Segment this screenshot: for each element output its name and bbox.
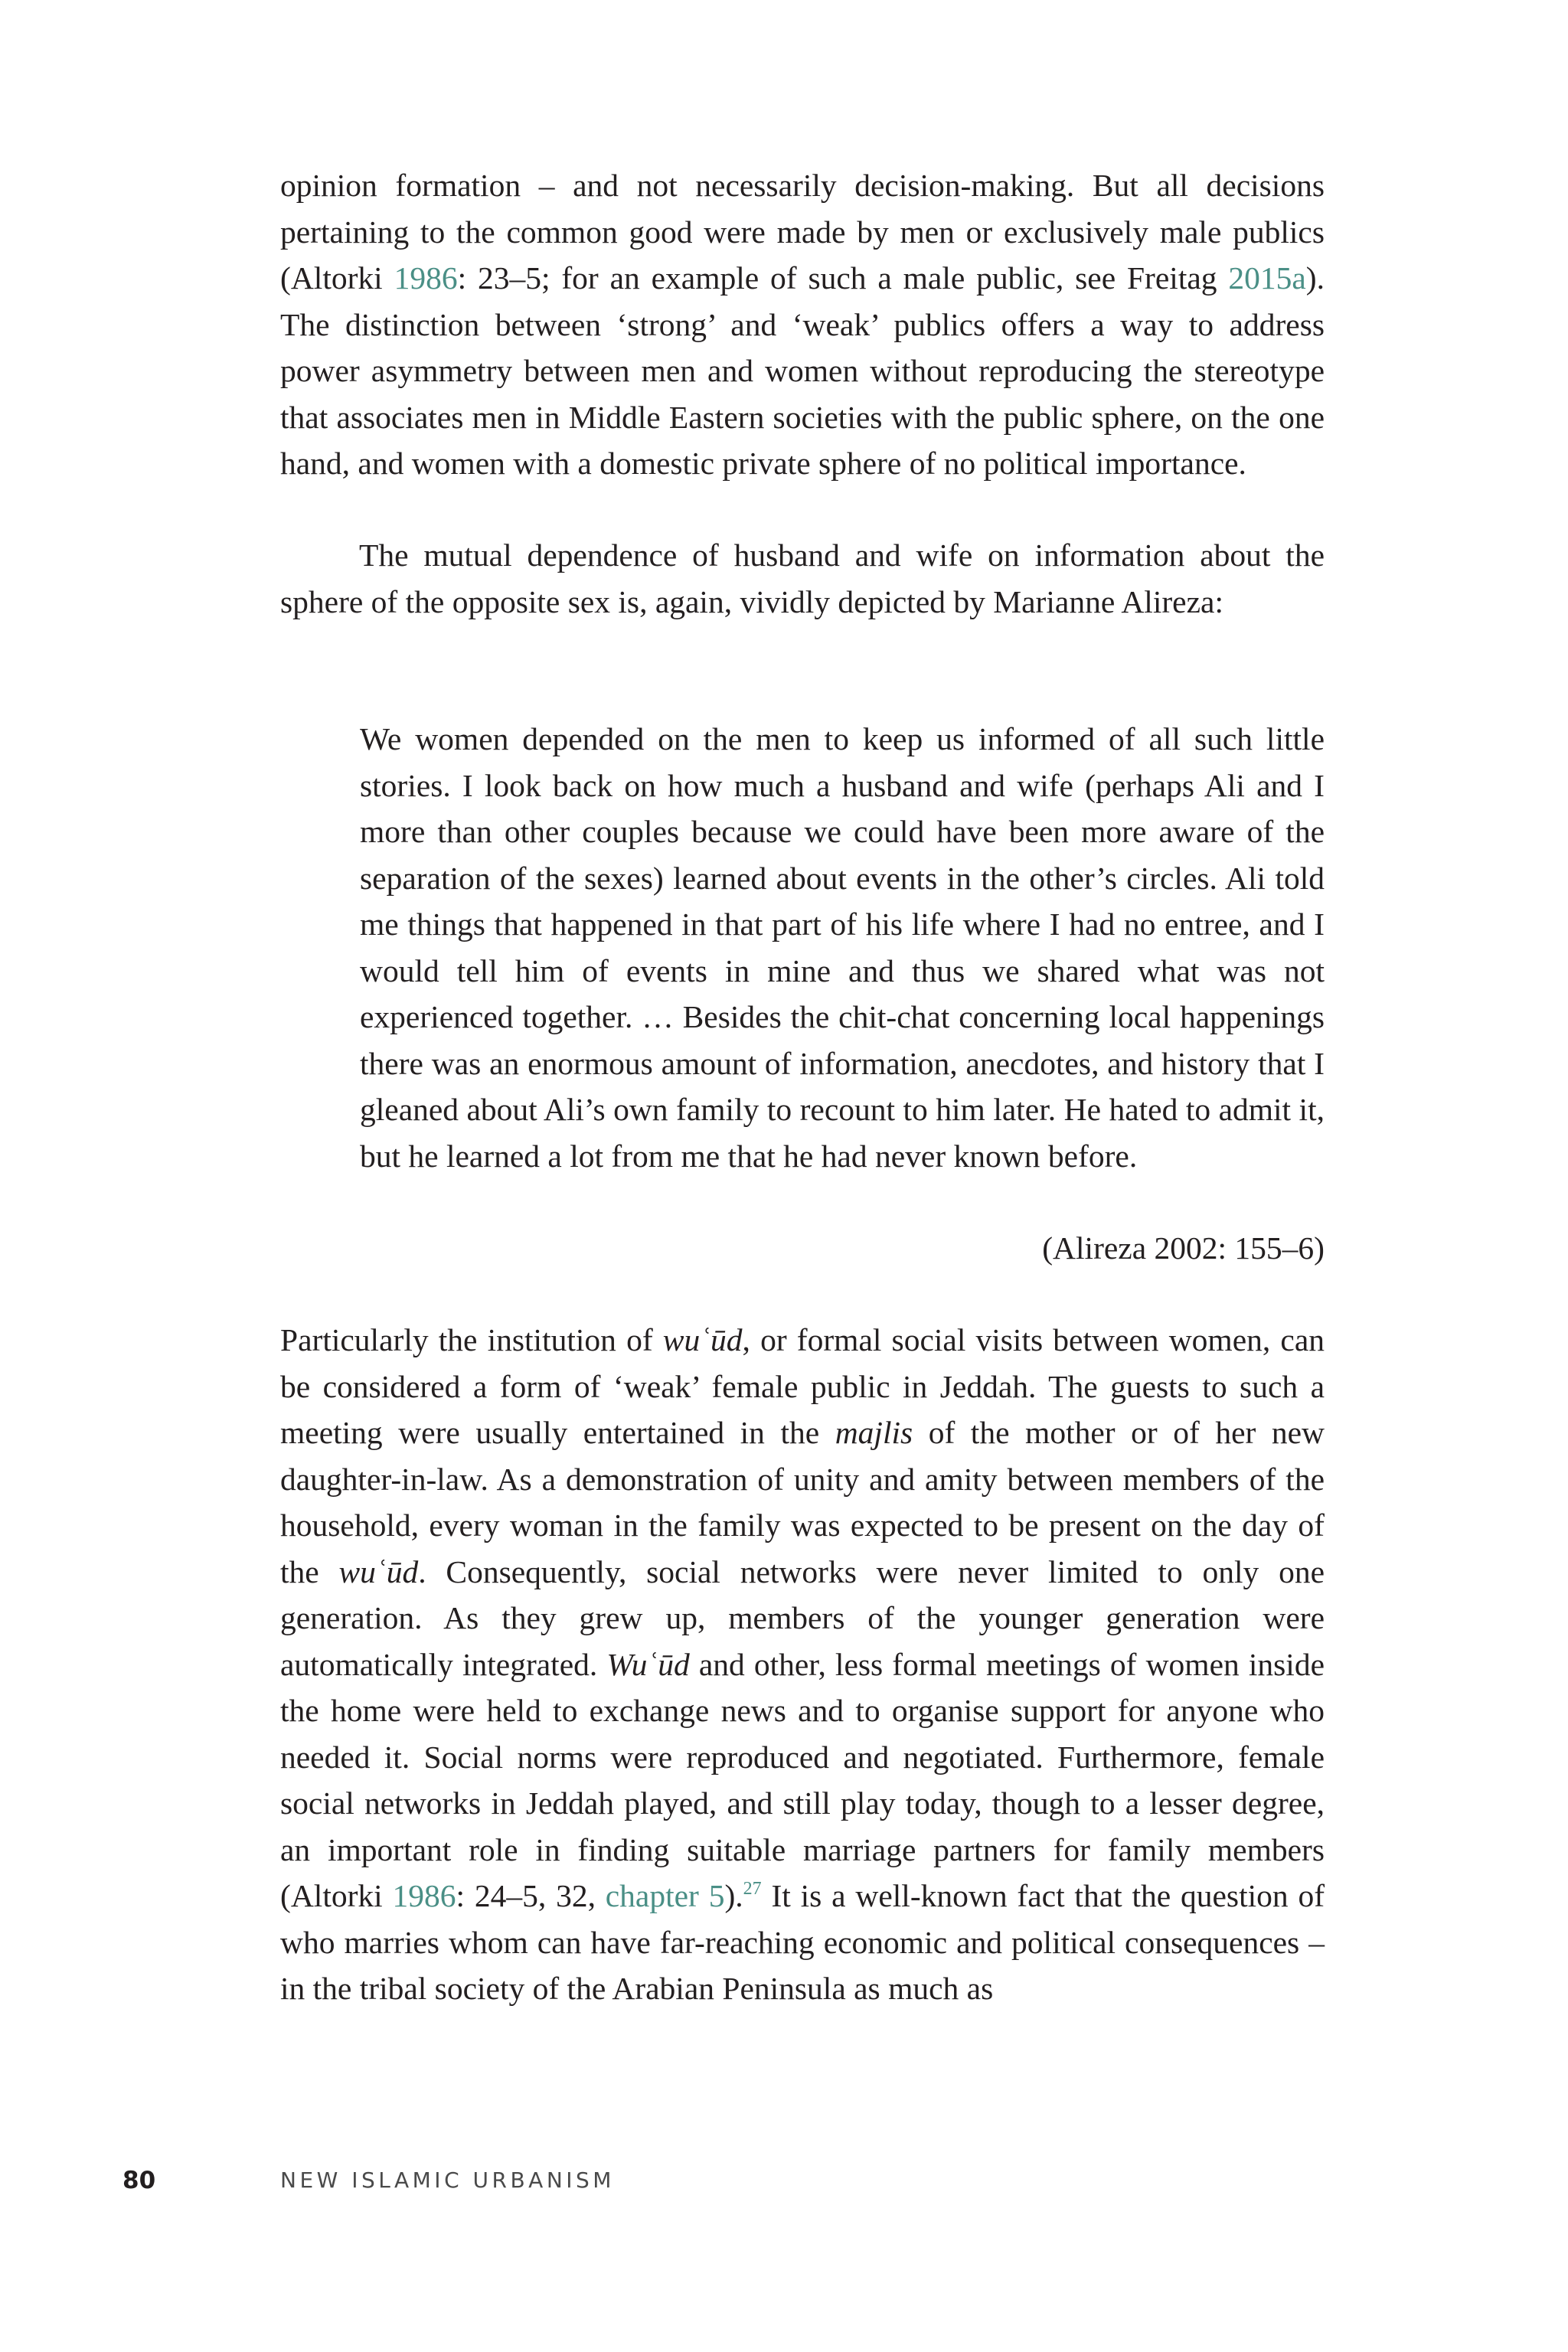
reference-link-freitag-2015a[interactable]: 2015a [1228,260,1306,296]
paragraph-text: , or formal social visits between women, can be considered a form of ‘weak’ female public in Jeddah. The guests to such a meeting were usually entertained in the [280,1322,1325,1450]
running-head: NEW ISLAMIC URBANISM [280,2167,615,2193]
paragraph-text: ). [724,1878,743,1913]
paragraph-text: The mutual dependence of husband and wife on information about the sphere of the opposite sex is, again, vividly depicted by Marianne Alireza: [280,537,1325,619]
italic-term: majlis [835,1415,913,1450]
body-paragraph-1 [280,162,1325,487]
reference-link-altorki-1986[interactable]: 1986 [392,1878,456,1913]
footnote-marker[interactable]: 27 [743,1879,762,1899]
italic-term: wuʿūd [662,1322,743,1357]
reference-link-chapter-5[interactable]: chapter 5 [605,1878,725,1913]
paragraph-text: ). The distinction between ‘strong’ and ‘weak’ publics offers a way to address power asymmetry between men and women without reproducing the stereotype that associates men in Middle Eastern societies with the public sphere, on the one hand, and women with a domestic private sphere of no political importance. [280,260,1325,481]
quote-text: We women depended on the men to keep us informed of all such little stories. I look back on how much a husband and wife (perhaps Ali and I more than other couples because we could have been more aware of the separation of the sexes) learned about events in the other’s circles. Ali told me things that happened in that part of his life where I had no entree, and I would tell him of events in mine and thus we shared what was not experienced together. … Besides the chit-chat concerning local happenings there was an enormous amount of information, anecdotes, and history that I gleaned about Ali’s own family to recount to him later. He hated to admit it, but he learned a lot from me that he had never known before. [360,721,1325,1174]
paragraph-text: and other, less formal meetings of women inside the home were held to exchange news and to organise support for anyone who needed it. Social norms were reproduced and negotiated. Furthermore, female social networks in Jeddah played, and still play today, though to a lesser degree, an important role in finding suitable marriage partners for family members (Altorki [280,1646,1325,1913]
body-paragraph-3 [280,1317,1325,2012]
quote-citation: (Alireza 2002: 155–6) [1042,1230,1325,1266]
paragraph-text: . Consequently, social networks were never limited to only one generation. As they grew up, members of the younger generation were automatically integrated. [280,1553,1325,1682]
italic-term: Wuʿūd [606,1646,690,1682]
italic-term: wuʿūd [338,1553,419,1589]
paragraph-text: : 24–5, 32, [456,1878,606,1913]
body-paragraph-2 [280,532,1325,625]
page-number: 80 [122,2167,156,2194]
paragraph-text: It is a well-known fact that the question of who marries whom can have far-reaching economic and political consequences – in the tribal society of the Arabian Peninsula as much as [280,1878,1325,2006]
paragraph-text: of the mother or of her new daughter-in-law. As a demonstration of unity and amity between members of the household, every woman in the family was expected to be present on the day of the [280,1415,1325,1589]
reference-link-altorki-1986[interactable]: 1986 [394,260,458,296]
paragraph-text: opinion formation – and not necessarily decision-making. But all decisions pertaining to the common good were made by men or exclusively male publics (Altorki [280,168,1325,296]
paragraph-text: Particularly the institution of [280,1322,663,1357]
block-quote [360,716,1325,1179]
paragraph-text: : 23–5; for an example of such a male public, see Freitag [457,260,1229,296]
